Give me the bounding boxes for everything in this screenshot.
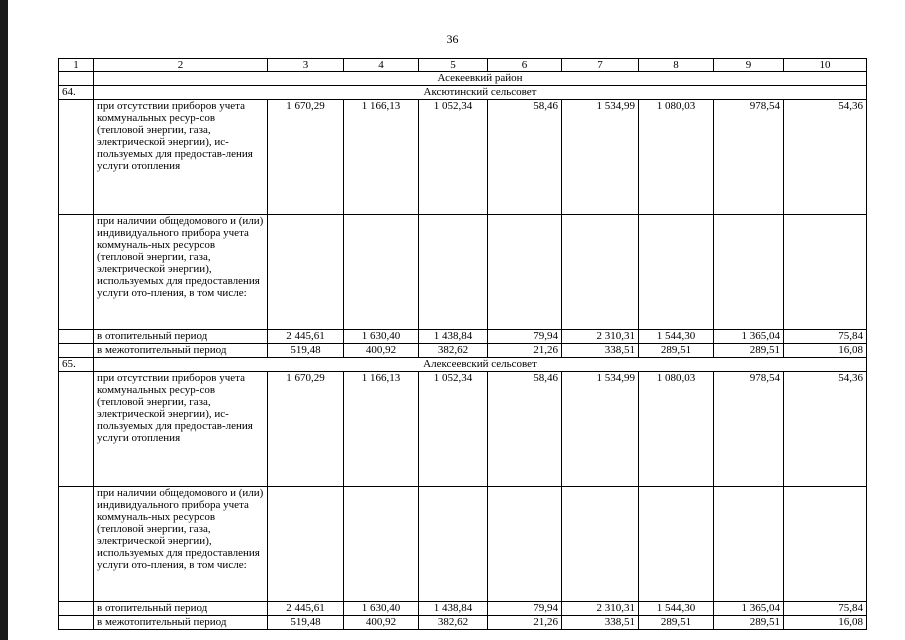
table-row	[59, 330, 867, 344]
value-cell: 1 670,29	[268, 100, 344, 215]
row-label: при отсутствии приборов учета коммунальных ресур-сов (тепловой энергии, газа, электрической энергии), ис-пользуемых для предостав-ления услуги отопления	[94, 100, 268, 215]
value-cell: 289,51	[714, 344, 784, 358]
column-header: 7	[562, 59, 639, 72]
district-row	[59, 72, 867, 86]
value-cell: 1 630,40	[344, 330, 419, 344]
value-cell: 1 670,29	[268, 372, 344, 487]
value-cell: 58,46	[488, 100, 562, 215]
value-cell: 54,36	[784, 100, 867, 215]
table-row	[59, 372, 867, 487]
column-header: 2	[94, 59, 268, 72]
number-cell	[59, 602, 94, 616]
value-cell	[488, 215, 562, 330]
value-cell: 79,94	[488, 330, 562, 344]
table-row	[59, 602, 867, 616]
table-row	[59, 100, 867, 215]
value-cell	[344, 215, 419, 330]
page-number: 36	[446, 32, 459, 46]
value-cell: 54,36	[784, 372, 867, 487]
value-cell: 1 166,13	[344, 372, 419, 487]
value-cell: 289,51	[639, 344, 714, 358]
table-row	[59, 344, 867, 358]
table-row	[59, 215, 867, 330]
value-cell: 1 438,84	[419, 602, 488, 616]
value-cell: 1 438,84	[419, 330, 488, 344]
value-cell	[784, 215, 867, 330]
column-header: 8	[639, 59, 714, 72]
column-header: 4	[344, 59, 419, 72]
settlement-number: 65.	[59, 358, 94, 372]
number-cell	[59, 616, 94, 630]
value-cell: 21,26	[488, 616, 562, 630]
settlement-row	[59, 86, 867, 100]
row-label: в межотопительный период	[94, 616, 268, 630]
row-label: при наличии общедомового и (или) индивидуального прибора учета коммуналь-ных ресурсов (тепловой энергии, газа, электрической энергии), используемых для предоставления услуги ото-пления, в том числе:	[94, 215, 268, 330]
value-cell: 382,62	[419, 344, 488, 358]
value-cell	[562, 487, 639, 602]
value-cell: 2 445,61	[268, 602, 344, 616]
row-label: в отопительный период	[94, 602, 268, 616]
column-header: 6	[488, 59, 562, 72]
value-cell: 58,46	[488, 372, 562, 487]
number-cell	[59, 487, 94, 602]
value-cell: 1 544,30	[639, 602, 714, 616]
value-cell: 1 630,40	[344, 602, 419, 616]
value-cell: 75,84	[784, 602, 867, 616]
table-row	[59, 487, 867, 602]
number-cell	[59, 215, 94, 330]
value-cell: 400,92	[344, 344, 419, 358]
value-cell: 21,26	[488, 344, 562, 358]
value-cell: 1 052,34	[419, 100, 488, 215]
value-cell: 519,48	[268, 616, 344, 630]
row-label: в отопительный период	[94, 330, 268, 344]
value-cell	[562, 215, 639, 330]
value-cell: 2 310,31	[562, 602, 639, 616]
column-header: 9	[714, 59, 784, 72]
value-cell	[488, 487, 562, 602]
number-cell	[59, 372, 94, 487]
number-cell	[59, 344, 94, 358]
value-cell: 16,08	[784, 616, 867, 630]
settlement-name: Алексеевский сельсовет	[94, 358, 867, 372]
value-cell	[419, 215, 488, 330]
row-label: при наличии общедомового и (или) индивидуального прибора учета коммуналь-ных ресурсов (тепловой энергии, газа, электрической энергии), используемых для предоставления услуги ото-пления, в том числе:	[94, 487, 268, 602]
value-cell: 1 365,04	[714, 330, 784, 344]
value-cell: 16,08	[784, 344, 867, 358]
value-cell	[639, 215, 714, 330]
number-cell	[59, 100, 94, 215]
settlement-name: Аксютинский сельсовет	[94, 86, 867, 100]
district-name: Асекеевкий район	[94, 72, 867, 86]
value-cell	[419, 487, 488, 602]
value-cell: 338,51	[562, 616, 639, 630]
value-cell: 289,51	[714, 616, 784, 630]
value-cell: 1 166,13	[344, 100, 419, 215]
column-header-row	[59, 59, 867, 72]
value-cell: 1 080,03	[639, 100, 714, 215]
value-cell: 400,92	[344, 616, 419, 630]
column-header: 10	[784, 59, 867, 72]
value-cell: 2 310,31	[562, 330, 639, 344]
value-cell: 519,48	[268, 344, 344, 358]
tariff-table	[58, 58, 867, 630]
column-header: 1	[59, 59, 94, 72]
value-cell: 382,62	[419, 616, 488, 630]
settlement-number: 64.	[59, 86, 94, 100]
value-cell: 1 534,99	[562, 100, 639, 215]
value-cell	[714, 487, 784, 602]
value-cell	[784, 487, 867, 602]
value-cell	[344, 487, 419, 602]
value-cell: 978,54	[714, 100, 784, 215]
value-cell: 1 534,99	[562, 372, 639, 487]
table-row	[59, 616, 867, 630]
value-cell: 978,54	[714, 372, 784, 487]
number-cell	[59, 330, 94, 344]
settlement-row	[59, 358, 867, 372]
value-cell	[714, 215, 784, 330]
value-cell	[268, 487, 344, 602]
column-header: 3	[268, 59, 344, 72]
value-cell: 1 080,03	[639, 372, 714, 487]
value-cell	[268, 215, 344, 330]
page-edge-bar	[0, 0, 8, 640]
value-cell: 2 445,61	[268, 330, 344, 344]
value-cell: 338,51	[562, 344, 639, 358]
value-cell: 1 365,04	[714, 602, 784, 616]
column-header: 5	[419, 59, 488, 72]
row-label: в межотопительный период	[94, 344, 268, 358]
value-cell: 75,84	[784, 330, 867, 344]
value-cell: 1 052,34	[419, 372, 488, 487]
value-cell: 1 544,30	[639, 330, 714, 344]
value-cell: 289,51	[639, 616, 714, 630]
row-label: при отсутствии приборов учета коммунальных ресур-сов (тепловой энергии, газа, электрической энергии), ис-пользуемых для предостав-ления услуги отопления	[94, 372, 268, 487]
value-cell: 79,94	[488, 602, 562, 616]
value-cell	[639, 487, 714, 602]
